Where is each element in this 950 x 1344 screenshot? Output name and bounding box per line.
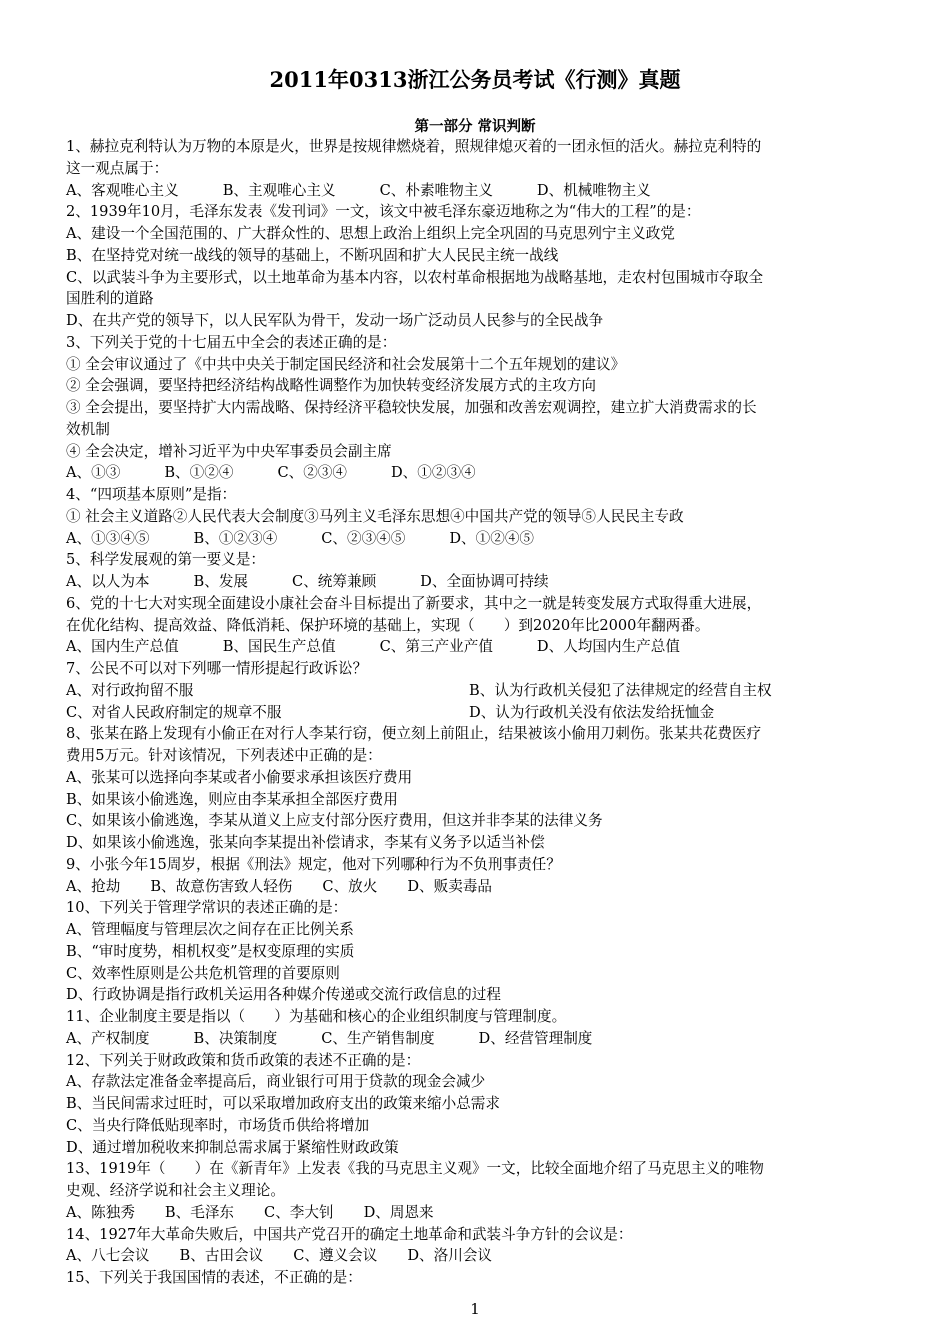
option-d: D、行政协调是指行政机关运用各种媒介传递或交流行政信息的过程 — [66, 986, 501, 1004]
option-b: B、当民间需求过旺时，可以采取增加政府支出的政策来缩小总需求 — [66, 1095, 500, 1112]
option-c: C、如果该小偷逃逸，李某从道义上应支付部分医疗费用，但这并非李某的法律义务 — [66, 812, 603, 830]
option-d: D、经营管理制度 — [478, 1029, 593, 1047]
option-d: D、①②④⑤ — [449, 529, 535, 547]
options-row — [66, 1028, 884, 1050]
option-c: C、当央行降低贴现率时，市场货币供给将增加 — [66, 1116, 370, 1134]
option-d: D、周恩来 — [363, 1203, 434, 1221]
question-stem: 11、企业制度主要是指以（ ）为基础和核心的企业组织制度与管理制度。 — [66, 1008, 567, 1025]
option-d: D、认为行政机关没有依法发给抚恤金 — [469, 703, 715, 721]
statement-3: ③ 全会提出，要坚持扩大内需战略、保持经济平稳较快发展，加强和改善宏观调控，建立扩大消费需求的长 — [66, 399, 757, 416]
question-stem: 这一观点属于： — [66, 159, 169, 177]
question-stem: 在优化结构、提高效益、降低消耗、保护环境的基础上，实现（ ）到2020年比2000年翻两番。 — [66, 616, 710, 634]
question-stem: 13、1919年（ ）在《新青年》上发表《我的马克思主义观》一文，比较全面地介绍了马克思主义的唯物 — [66, 1160, 764, 1178]
option-d: D、人均国内生产总值 — [536, 638, 680, 656]
option-a: A、管理幅度与管理层次之间存在正比例关系 — [66, 921, 354, 938]
question-stem: 史观、经济学说和社会主义理论。 — [66, 1182, 285, 1199]
option-b: B、主观唯心主义 — [222, 181, 336, 199]
options-row — [66, 571, 884, 593]
option-d: D、①②③④ — [390, 464, 476, 482]
option-c: C、第三产业产值 — [379, 638, 493, 656]
question-stem: 3、下列关于党的十七届五中全会的表述正确的是： — [66, 333, 397, 351]
option-c: C、效率性原则是公共危机管理的首要原则 — [66, 964, 340, 982]
option-c: C、遵义会议 — [293, 1247, 378, 1265]
option-b: B、故意伤害致人轻伤 — [150, 877, 293, 895]
option-a: A、张某可以选择向李某或者小偷要求承担该医疗费用 — [66, 768, 413, 786]
questions-body — [66, 136, 884, 1289]
option-c: C、统筹兼顾 — [292, 573, 377, 590]
question-stem: 9、小张今年15周岁，根据《刑法》规定，他对下列哪种行为不负刑事责任？ — [66, 855, 561, 873]
page-number: 1 — [470, 1300, 480, 1318]
option-c: C、对省人民政府制定的规章不服 — [66, 703, 282, 721]
options-row — [66, 528, 884, 550]
question-stem: 费用5万元。针对该情况，下列表述中正确的是： — [66, 747, 382, 764]
statement-1: ① 全会审议通过了《中共中央关于制定国民经济和社会发展第十二个五年规划的建议》 — [66, 355, 626, 373]
question-stem: 7、公民不可以对下列哪一情形提起行政诉讼？ — [66, 660, 368, 677]
option-d: D、通过增加税收来抑制总需求属于紧缩性财政政策 — [66, 1138, 399, 1156]
options-row — [66, 180, 884, 202]
question-stem: 8、张某在路上发现有小偷正在对行人李某行窃，便立刻上前阻止，结果被该小偷用刀刺伤。张某共花费医疗 — [66, 725, 762, 743]
section-heading: 第一部分 常识判断 — [414, 118, 536, 135]
option-d: D、全面协调可持续 — [420, 573, 549, 590]
option-b: B、国民生产总值 — [222, 638, 336, 656]
option-d: D、在共产党的领导下，以人民军队为骨干，发动一场广泛动员人民参与的全民战争 — [66, 312, 604, 329]
option-a: A、①③④⑤ — [66, 529, 150, 547]
option-b: B、①②③④ — [193, 529, 278, 547]
option-b: B、古田会议 — [179, 1247, 264, 1265]
option-b: B、“审时度势，相机权变”是权变原理的实质 — [66, 942, 355, 960]
option-a: A、①③ — [66, 464, 121, 482]
option-d: D、贩卖毒品 — [407, 877, 493, 895]
options-row — [66, 876, 884, 898]
question-stem: 6、党的十七大对实现全面建设小康社会奋斗目标提出了新要求，其中之一就是转变发展方式取得重大进展， — [66, 594, 762, 612]
option-d: D、洛川会议 — [407, 1247, 493, 1265]
option-a: A、八七会议 — [66, 1247, 150, 1265]
option-d: D、如果该小偷逃逸，张某向李某提出补偿请求，李某有义务予以适当补偿 — [66, 834, 545, 851]
question-stem: 15、下列关于我国国情的表述，不正确的是： — [66, 1269, 362, 1286]
question-stem: 5、科学发展观的第一要义是： — [66, 551, 266, 569]
option-c: C、朴素唯物主义 — [379, 181, 493, 199]
page-title: 2011年0313浙江公务员考试《行测》真题 — [269, 67, 681, 92]
option-b: B、决策制度 — [193, 1029, 278, 1047]
option-c: C、以武装斗争为主要形式，以土地革命为基本内容，以农村革命根据地为战略基地，走农村包围城市夺取全 — [66, 268, 764, 286]
option-c: C、放火 — [322, 877, 378, 895]
question-stem: 10、下列关于管理学常识的表述正确的是： — [66, 899, 348, 917]
principle-list: ① 社会主义道路②人民代表大会制度③马列主义毛泽东思想④中国共产党的领导⑤人民民主专政 — [66, 507, 684, 525]
question-stem: 14、1927年大革命失败后，中国共产党召开的确定土地革命和武装斗争方针的会议是： — [66, 1225, 633, 1243]
statement-4: ④ 全会决定，增补习近平为中央军事委员会副主席 — [66, 442, 392, 460]
option-a: A、陈独秀 — [66, 1203, 135, 1221]
option-c: C、李大钊 — [264, 1203, 334, 1221]
options-row — [66, 680, 884, 702]
options-row — [66, 1245, 884, 1267]
option-b: B、毛泽东 — [164, 1203, 235, 1221]
option-b: B、发展 — [193, 573, 249, 590]
option-a: A、建设一个全国范围的、广大群众性的、思想上政治上组织上完全巩固的马克思列宁主义政党 — [66, 225, 675, 242]
option-a: A、存款法定准备金率提高后，商业银行可用于贷款的现金会减少 — [66, 1073, 486, 1091]
option-b: B、如果该小偷逃逸，则应由李某承担全部医疗费用 — [66, 790, 398, 808]
question-stem: 2、1939年10月，毛泽东发表《发刊词》一文，该文中被毛泽东豪迈地称之为“伟大的工程”的是： — [66, 203, 701, 221]
question-stem: 1、赫拉克利特认为万物的本原是火，世界是按规律燃烧着，照规律熄灭着的一团永恒的活火。赫拉克利特的 — [66, 138, 762, 155]
option-d: D、机械唯物主义 — [536, 181, 651, 199]
option-a: A、抢劫 — [66, 877, 121, 895]
option-c: C、②③④⑤ — [321, 529, 406, 547]
options-row — [66, 702, 884, 724]
option-b: B、认为行政机关侵犯了法律规定的经营自主权 — [469, 681, 772, 699]
option-c: C、生产销售制度 — [321, 1029, 435, 1047]
statement-3-continued: 效机制 — [66, 420, 110, 438]
option-c: C、②③④ — [277, 464, 347, 482]
option-a: A、客观唯心主义 — [66, 181, 179, 199]
options-row — [66, 636, 884, 658]
option-a: A、以人为本 — [66, 573, 150, 590]
options-row — [66, 462, 884, 484]
option-b: B、在坚持党对统一战线的领导的基础上，不断巩固和扩大人民民主统一战线 — [66, 246, 559, 264]
option-a: A、产权制度 — [66, 1029, 150, 1047]
option-c-continued: 国胜利的道路 — [66, 290, 154, 308]
option-b: B、①②④ — [164, 464, 234, 482]
statement-2: ② 全会强调，要坚持把经济结构战略性调整作为加快转变经济发展方式的主攻方向 — [66, 377, 597, 395]
options-row — [66, 1202, 884, 1224]
question-stem: 12、下列关于财政政策和货币政策的表述不正确的是： — [66, 1051, 421, 1069]
option-a: A、国内生产总值 — [66, 638, 179, 656]
question-stem: 4、“四项基本原则”是指： — [66, 486, 237, 503]
option-a: A、对行政拘留不服 — [66, 681, 194, 699]
